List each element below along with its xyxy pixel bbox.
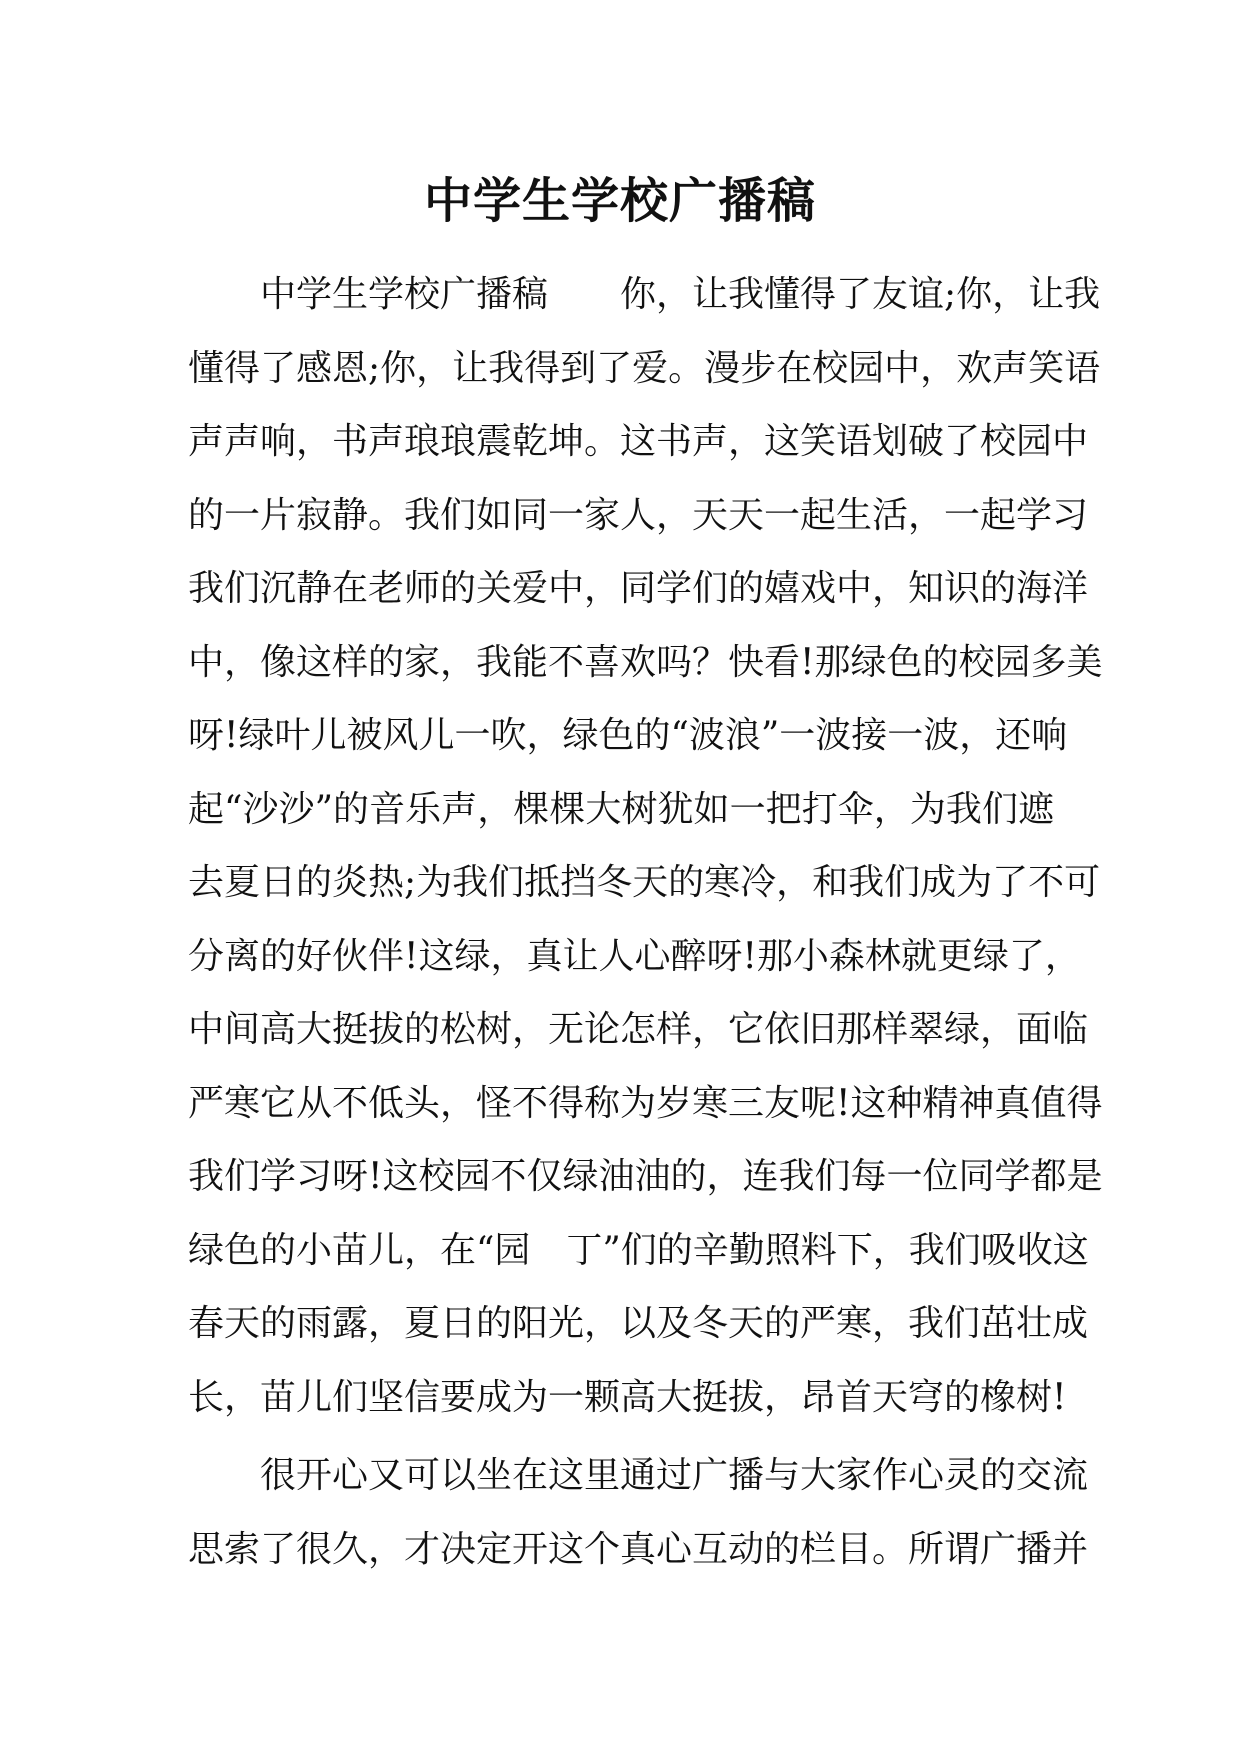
paragraph-line: 的一片寂静。我们如同一家人，天天一起生活，一起学习 [188, 494, 1089, 536]
paragraph-line: 我们学习呀!这校园不仅绿油油的，连我们每一位同学都是 [188, 1156, 1103, 1197]
paragraph-line: 绿色的小苗儿，在“园 丁”们的辛勤照料下，我们吸收这 [188, 1229, 1089, 1271]
paragraph-line: 中学生学校广播稿 你，让我懂得了友谊;你，让我 [260, 274, 1101, 315]
paragraph-line: 春天的雨露，夏日的阳光，以及冬天的严寒，我们茁壮成 [188, 1303, 1089, 1344]
paragraph-1 [188, 258, 1103, 1434]
paragraph-line: 中间高大挺拔的松树，无论怎样，它依旧那样翠绿，面临 [188, 1009, 1089, 1050]
paragraph-line: 呀!绿叶儿被风儿一吹，绿色的“波浪”一波接一波，还响 [188, 715, 1068, 756]
paragraph-line: 中，像这样的家，我能不喜欢吗？快看!那绿色的校园多美 [188, 641, 1103, 683]
paragraph-line: 思索了很久，才决定开这个真心互动的栏目。所谓广播并 [188, 1528, 1089, 1570]
paragraph-line: 很开心又可以坐在这里通过广播与大家作心灵的交流 [260, 1455, 1089, 1496]
paragraph-line: 去夏日的炎热;为我们抵挡冬天的寒冷，和我们成为了不可 [188, 862, 1101, 903]
paragraph-line: 我们沉静在老师的关爱中，同学们的嬉戏中，知识的海洋 [188, 568, 1089, 609]
paragraph-2 [188, 1439, 1089, 1586]
paragraph-line: 起“沙沙”的音乐声，棵棵大树犹如一把打伞，为我们遮 [188, 788, 1054, 830]
paragraph-line: 分离的好伙伴!这绿，真让人心醉呀!那小森林就更绿了， [188, 935, 1081, 977]
document-title: 中学生学校广播稿 [423, 173, 816, 229]
paragraph-line: 懂得了感恩;你，让我得到了爱。漫步在校园中，欢声笑语 [188, 347, 1101, 389]
paragraph-line: 严寒它从不低头，怪不得称为岁寒三友呢!这种精神真值得 [188, 1082, 1103, 1124]
paragraph-line: 声声响，书声琅琅震乾坤。这书声，这笑语划破了校园中 [188, 421, 1089, 462]
document-body [188, 258, 1103, 1586]
paragraph-line: 长，苗儿们坚信要成为一颗高大挺拔，昂首天穹的橡树! [188, 1376, 1067, 1418]
